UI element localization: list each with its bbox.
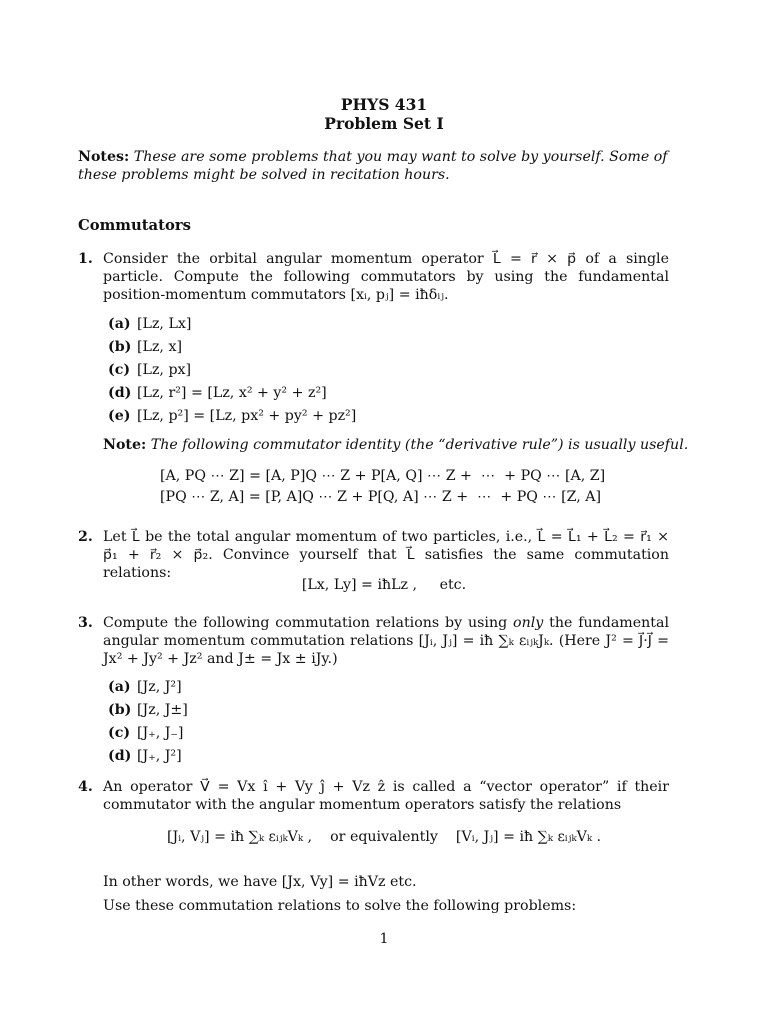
- course-title: PHYS 431: [340, 95, 428, 114]
- problem-2-equation: [Lx, Ly] = iħLz , etc.: [301, 577, 467, 593]
- notes-label: Notes:: [78, 149, 130, 165]
- problem-1-item-a: (a) [Lz, Lx]: [108, 316, 192, 332]
- problem-3-item-d: (d) [J₊, J²]: [108, 748, 182, 764]
- problem-1-note: [103, 436, 688, 454]
- problem-1-text: Consider the orbital angular momentum operator L⃗ = r⃗ × p⃗ of a single particle. Compute the following commutators by using the fundamental position-momentum commutators [xᵢ, pⱼ] = iħδᵢⱼ.: [103, 251, 669, 303]
- identity-equation-2: [PQ ⋯ Z, A] = [P, A]Q ⋯ Z + P[Q, A] ⋯ Z + ⋯ + PQ ⋯ [Z, A]: [160, 489, 602, 505]
- problem-1-item-d: (d) [Lz, r²] = [Lz, x² + y² + z²]: [108, 385, 327, 401]
- problem-4-equation: [Jᵢ, Vⱼ] = iħ ∑ₖ εᵢⱼₖVₖ , or equivalently [Vᵢ, Jⱼ] = iħ ∑ₖ εᵢⱼₖVₖ .: [166, 829, 602, 845]
- problem-2-text: Let L⃗ be the total angular momentum of two particles, i.e., L⃗ = L⃗₁ + L⃗₂ = r⃗₁ × p⃗₁ + r⃗₂ × p⃗₂. Convince yourself that L⃗ satisfies the same commutation relations:: [103, 529, 669, 581]
- problem-1-number: 1.: [78, 251, 93, 267]
- problem-3-number: 3.: [78, 615, 93, 631]
- problem-1-item-b: (b) [Lz, x]: [108, 339, 182, 355]
- problem-3-item-c: (c) [J₊, J₋]: [108, 725, 184, 741]
- problem-4-text: An operator V⃗ = Vx î + Vy ĵ + Vz ẑ is called a “vector operator” if their commutator with the angular momentum operators satisfy the relations: [103, 779, 669, 813]
- notes-text: These are some problems that you may want to solve by yourself. Some of these problems might be solved in recitation hours.: [78, 149, 668, 183]
- problem-4-followup-1: In other words, we have [Jx, Vy] = iħVz etc.: [103, 874, 417, 890]
- note-label: Note:: [103, 437, 147, 453]
- problem-4-number: 4.: [78, 779, 93, 795]
- problem-3-item-a: (a) [Jz, J²]: [108, 679, 182, 695]
- problem-3-text: Compute the following commutation relations by using only the fundamental angular momentum commutation relations [Jᵢ, Jⱼ] = iħ ∑ₖ εᵢⱼₖJₖ. (Here J² = J⃗·J⃗ = Jx² + Jy² + Jz² and J± = Jx ± iJy.): [103, 615, 669, 667]
- problem-1-item-c: (c) [Lz, px]: [108, 362, 192, 378]
- problem-1-item-e: (e) [Lz, p²] = [Lz, px² + py² + pz²]: [108, 408, 357, 424]
- page-number: 1: [379, 931, 389, 947]
- problem-2-number: 2.: [78, 529, 93, 545]
- section-heading: Commutators: [78, 217, 191, 234]
- problem-4-followup-2: Use these commutation relations to solve the following problems:: [103, 898, 577, 914]
- problem-3-item-b: (b) [Jz, J±]: [108, 702, 188, 718]
- identity-equation-1: [A, PQ ⋯ Z] = [A, P]Q ⋯ Z + P[A, Q] ⋯ Z + ⋯ + PQ ⋯ [A, Z]: [160, 468, 606, 484]
- note-text: The following commutator identity (the “derivative rule”) is usually useful.: [150, 437, 689, 453]
- notes-paragraph: [78, 148, 678, 184]
- problem-set-title: Problem Set I: [324, 114, 444, 133]
